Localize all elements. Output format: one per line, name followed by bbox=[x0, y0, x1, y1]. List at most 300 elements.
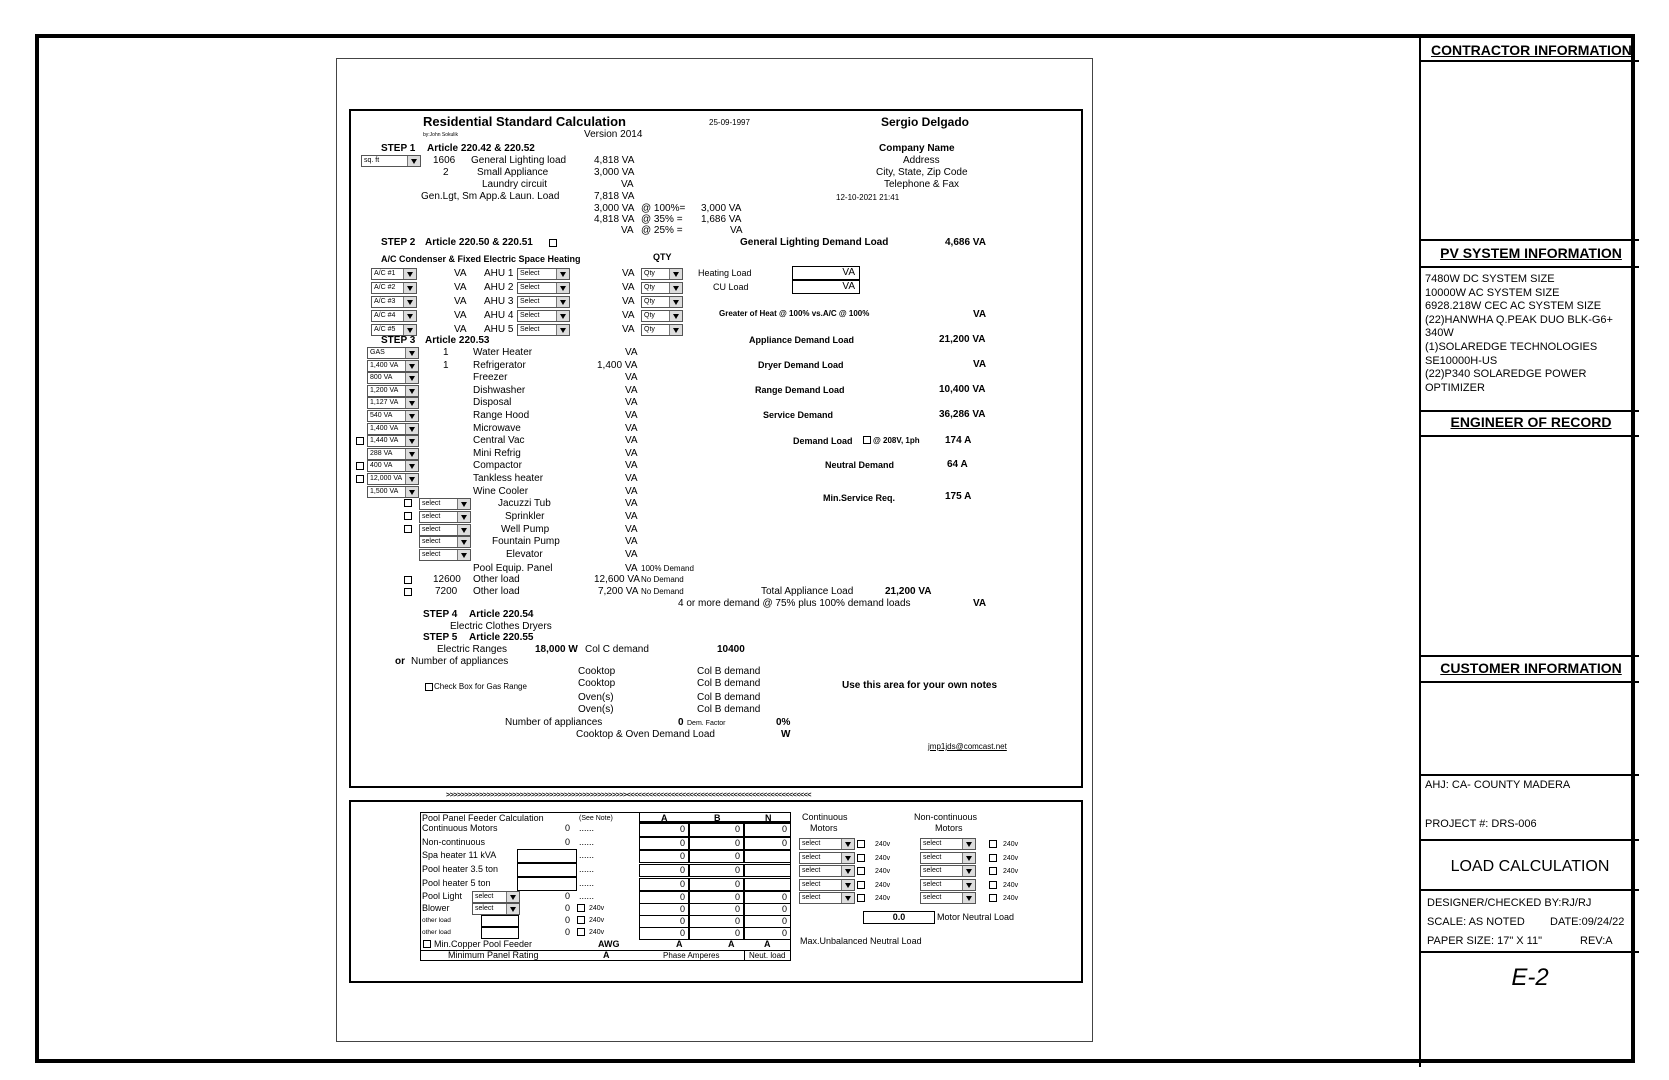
cont-motor-voltage: 240v bbox=[875, 881, 891, 889]
ahu-select[interactable]: Select bbox=[517, 310, 570, 322]
appliance-label: Compactor bbox=[473, 460, 522, 472]
total-appliance-value: 21,200 VA bbox=[885, 586, 932, 597]
noncont-motor-checkbox[interactable] bbox=[989, 867, 997, 875]
phase-amperes-label: Phase Amperes bbox=[663, 951, 720, 960]
awg-label: AWG bbox=[598, 939, 620, 949]
appliance-select[interactable]: 1,400 VA bbox=[367, 423, 419, 435]
pool-light-select[interactable]: select bbox=[472, 891, 520, 903]
pool-row-value: 0 bbox=[565, 837, 571, 847]
other-load-2-checkbox[interactable] bbox=[404, 588, 412, 596]
s1-va: VA bbox=[621, 179, 634, 190]
s1-va: 7,818 VA bbox=[594, 191, 635, 202]
min-copper-label: Min.Copper Pool Feeder bbox=[434, 939, 533, 949]
optional-load-checkbox[interactable] bbox=[404, 499, 412, 507]
pv-info-line: (1)SOLAREDGE TECHNOLOGIES bbox=[1425, 341, 1598, 353]
optional-load-checkbox[interactable] bbox=[404, 512, 412, 520]
ac-select[interactable]: A/C #5 bbox=[371, 324, 417, 336]
appliance-select[interactable]: GAS bbox=[367, 347, 419, 359]
appliance-label: Microwave bbox=[473, 422, 521, 434]
pool-row-label: Continuous Motors bbox=[422, 823, 498, 833]
optional-load-label: Well Pump bbox=[501, 523, 550, 535]
appliance-va: VA bbox=[625, 397, 638, 409]
pool-row-label: other load bbox=[422, 929, 451, 936]
s1-demand-pct: @ 100%= bbox=[641, 203, 686, 214]
pool-240v-checkbox[interactable] bbox=[577, 928, 585, 936]
step3-article: Article 220.53 bbox=[425, 335, 490, 346]
pool-equip-label: Pool Equip. Panel bbox=[473, 563, 553, 574]
total-appliance-label: Total Appliance Load bbox=[761, 586, 854, 597]
pool-cell-a: 0 bbox=[639, 903, 689, 916]
pv-info-line: 10000W AC SYSTEM SIZE bbox=[1425, 286, 1560, 299]
ahu-va: VA bbox=[622, 282, 635, 293]
pool-row-value: 0 bbox=[565, 903, 571, 913]
electric-ranges-value: 18,000 W bbox=[535, 644, 578, 655]
cont-motor-select[interactable]: select bbox=[799, 852, 855, 864]
appliance-qty: 1 bbox=[443, 359, 449, 371]
noncont-motor-select[interactable]: select bbox=[920, 892, 976, 904]
four-more-label: 4 or more demand @ 75% plus 100% demand loads bbox=[678, 598, 911, 609]
tb-divider bbox=[1421, 410, 1639, 412]
pv-info-line: 6928.218W CEC AC SYSTEM SIZE bbox=[1425, 300, 1602, 313]
appliance-label: Water Heater bbox=[473, 347, 533, 358]
pool-header: Pool Panel Feeder Calculation bbox=[422, 813, 544, 823]
pool-row-dots: ...... bbox=[579, 850, 595, 860]
cont-motor-checkbox[interactable] bbox=[857, 854, 865, 862]
optional-load-va: VA bbox=[625, 510, 638, 522]
appliance-va: VA bbox=[625, 422, 638, 434]
noncont-motor-voltage: 240v bbox=[1003, 854, 1019, 862]
appliance-qty: 1 bbox=[443, 347, 449, 358]
step4-article: Article 220.54 bbox=[469, 609, 534, 620]
other-load-2-label: Other load bbox=[473, 586, 520, 597]
appliance-va: VA bbox=[625, 347, 638, 358]
revision: REV:A bbox=[1580, 935, 1613, 947]
noncont-motors-header-2: Motors bbox=[935, 823, 963, 833]
s1-demand-va: VA bbox=[621, 225, 634, 236]
s1-label: Gen.Lgt, Sm App.& Laun. Load bbox=[421, 191, 560, 202]
ac-select[interactable]: A/C #2 bbox=[371, 282, 417, 294]
num-appliances-2-value: 0 bbox=[678, 717, 684, 728]
s1-va: 3,000 VA bbox=[594, 167, 635, 178]
appliance-label: Mini Refrig bbox=[473, 447, 521, 459]
cook-label: Cooktop bbox=[578, 666, 616, 677]
s1-qty: 2 bbox=[443, 167, 449, 178]
pv-heading: PV SYSTEM INFORMATION bbox=[1440, 245, 1622, 261]
pool-cell-n: 0 bbox=[744, 927, 791, 940]
ac-va: VA bbox=[454, 310, 467, 321]
max-unbalanced-label: Max.Unbalanced Neutral Load bbox=[800, 936, 922, 946]
other-load-2-note: No Demand bbox=[641, 587, 684, 596]
other-load-1-checkbox[interactable] bbox=[404, 576, 412, 584]
cont-motor-checkbox[interactable] bbox=[857, 867, 865, 875]
arrow-divider: >>>>>>>>>>>>>>>>>>>>>>>>>>>>>>>>>>>>>>>>>>>>>>>>><<<<<<<<<<<<<<<<<<<<<<<<<<<<<<<<<<<<<<<<<<<<<<<<<< bbox=[446, 792, 812, 799]
pool-row-label: Spa heater 11 kVA bbox=[422, 850, 497, 860]
tb-divider bbox=[1421, 239, 1639, 241]
noncont-motor-voltage: 240v bbox=[1003, 881, 1019, 889]
appliance-va: VA bbox=[625, 372, 638, 384]
spa-heater-input[interactable] bbox=[517, 849, 577, 863]
pool-cell-b: 0 bbox=[689, 837, 744, 850]
cont-motor-voltage: 240v bbox=[875, 868, 891, 875]
qty-select[interactable]: Qty bbox=[641, 268, 683, 280]
optional-load-va: VA bbox=[625, 498, 638, 509]
electric-ranges-label: Electric Ranges bbox=[437, 644, 508, 655]
min-service-value: 175 A bbox=[945, 491, 972, 502]
noncont-motors-header: Non-continuous bbox=[914, 812, 978, 822]
greater-value: VA bbox=[973, 309, 987, 320]
company-city: City, State, Zip Code bbox=[876, 167, 968, 178]
appliance-select[interactable]: 1,400 VA bbox=[367, 360, 419, 372]
pool-cell-b: 0 bbox=[689, 878, 744, 891]
demand-208v-checkbox[interactable] bbox=[863, 436, 871, 444]
pool-cell-a: 0 bbox=[639, 823, 689, 837]
appliance-label: Tankless heater bbox=[473, 473, 544, 484]
tb-divider bbox=[1421, 774, 1639, 776]
sheet-number: E-2 bbox=[1511, 964, 1549, 991]
appliance-select[interactable]: 288 VA bbox=[367, 448, 419, 460]
s1-demand-result: 1,686 VA bbox=[701, 214, 742, 225]
ahu-va: VA bbox=[622, 324, 635, 335]
company-address: Address bbox=[903, 155, 940, 166]
scale: SCALE: AS NOTED bbox=[1427, 916, 1525, 928]
optional-load-label: Elevator bbox=[506, 549, 543, 561]
noncont-motor-checkbox[interactable] bbox=[989, 840, 997, 848]
pool-row-dots: 240v bbox=[589, 905, 605, 912]
demand-value: 36,286 VA bbox=[939, 409, 986, 420]
demand-load-label: Demand Load bbox=[793, 436, 853, 446]
demand-label: Range Demand Load bbox=[755, 385, 845, 395]
company-name: Company Name bbox=[879, 143, 955, 154]
ahu-select[interactable]: Select bbox=[517, 282, 570, 294]
pool-cell-a: 0 bbox=[639, 915, 689, 928]
cook-label: Cooktop bbox=[578, 678, 616, 689]
pool-cell-b: 0 bbox=[689, 850, 744, 863]
s1-label: Laundry circuit bbox=[482, 179, 548, 190]
cont-motor-checkbox[interactable] bbox=[857, 894, 865, 902]
pool-row-value: 0 bbox=[565, 927, 571, 937]
dem-factor-label: Dem. Factor bbox=[687, 720, 726, 727]
s1-demand-result: VA bbox=[730, 225, 743, 236]
sheet-title: LOAD CALCULATION bbox=[1450, 858, 1610, 875]
notes-label: Use this area for your own notes bbox=[842, 680, 998, 691]
col-a-header: A bbox=[661, 813, 668, 823]
cont-motor-checkbox[interactable] bbox=[857, 881, 865, 889]
other-load-b-input[interactable] bbox=[481, 927, 519, 939]
optional-load-select[interactable]: select bbox=[419, 536, 471, 548]
ac-select[interactable]: A/C #3 bbox=[371, 296, 417, 308]
calc-sheet bbox=[336, 58, 1093, 1042]
paper-size: PAPER SIZE: 17" X 11" bbox=[1427, 935, 1543, 947]
appliance-label: Disposal bbox=[473, 397, 512, 409]
appliance-label: Dishwasher bbox=[473, 384, 526, 396]
tb-divider bbox=[1421, 655, 1639, 657]
pool-row-dots: ...... bbox=[579, 823, 595, 833]
calc-version: Version 2014 bbox=[584, 129, 643, 140]
appliance-va: VA bbox=[625, 473, 638, 484]
cook-col: Col B demand bbox=[697, 678, 761, 689]
pool-row-dots: 240v bbox=[589, 929, 605, 936]
general-demand-label: General Lighting Demand Load bbox=[740, 237, 889, 248]
s1-qty: 1606 bbox=[433, 155, 456, 166]
qty-select[interactable]: Qty bbox=[641, 324, 683, 336]
appliance-va: VA bbox=[625, 384, 638, 396]
heating-load-label: Heating Load bbox=[698, 268, 752, 278]
unit-select[interactable]: sq. ft bbox=[361, 155, 421, 167]
pool-240v-checkbox[interactable] bbox=[577, 904, 585, 912]
step2-label: STEP 2 bbox=[381, 237, 416, 248]
step4-label: STEP 4 bbox=[423, 609, 458, 620]
email-link[interactable]: jmp1jds@comcast.net bbox=[928, 742, 1007, 751]
heating-load-value: VA bbox=[792, 266, 860, 280]
s1-demand-va: 4,818 VA bbox=[594, 214, 635, 225]
pool-heater-35-input[interactable] bbox=[517, 863, 577, 877]
ahu-select[interactable]: Select bbox=[517, 296, 570, 308]
optional-load-va: VA bbox=[625, 536, 638, 548]
appliance-checkbox[interactable] bbox=[356, 462, 364, 470]
ac-va: VA bbox=[454, 296, 467, 307]
optional-load-select[interactable]: select bbox=[419, 498, 471, 510]
tb-divider bbox=[1421, 435, 1639, 437]
col-c-value: 10400 bbox=[717, 644, 745, 655]
optional-load-label: Sprinkler bbox=[505, 510, 545, 522]
contractor-heading: CONTRACTOR INFORMATION bbox=[1431, 42, 1632, 58]
demand-label: Service Demand bbox=[763, 410, 834, 420]
title-block bbox=[1419, 38, 1639, 1067]
noncont-motor-select[interactable]: select bbox=[920, 865, 976, 877]
pool-header-row bbox=[639, 812, 791, 823]
optional-load-va: VA bbox=[625, 549, 638, 561]
noncont-motor-select[interactable]: select bbox=[920, 838, 976, 850]
optional-load-select[interactable]: select bbox=[419, 549, 471, 561]
cont-motor-voltage: 240v bbox=[875, 895, 891, 902]
dem-factor-value: 0% bbox=[776, 717, 791, 728]
qty-select[interactable]: Qty bbox=[641, 310, 683, 322]
col-c-label: Col C demand bbox=[585, 644, 649, 655]
gas-range-checkbox[interactable] bbox=[425, 683, 433, 691]
calc-title: Residential Standard Calculation bbox=[423, 114, 626, 129]
pool-row-dots: ...... bbox=[579, 878, 595, 888]
noncont-motor-checkbox[interactable] bbox=[989, 881, 997, 889]
ahu-va: VA bbox=[622, 296, 635, 307]
pool-equip-note: 100% Demand bbox=[641, 564, 694, 573]
appliance-select[interactable]: 1,200 VA bbox=[367, 385, 419, 397]
cook-oven-label: Cooktop & Oven Demand Load bbox=[576, 729, 715, 740]
calc-timestamp: 12-10-2021 21:41 bbox=[836, 193, 900, 202]
pool-row-dots: ...... bbox=[579, 891, 595, 901]
optional-load-va: VA bbox=[625, 523, 638, 535]
ahu-label: AHU 5 bbox=[484, 324, 514, 335]
qty-header: QTY bbox=[653, 252, 672, 262]
num-appliances-2-label: Number of appliances bbox=[505, 717, 603, 728]
optional-load-select[interactable]: select bbox=[419, 524, 471, 536]
step2-checkbox[interactable] bbox=[549, 239, 557, 247]
pool-row-value: 0 bbox=[565, 915, 571, 925]
noncont-motor-select[interactable]: select bbox=[920, 852, 976, 864]
demand-label: Appliance Demand Load bbox=[749, 335, 855, 345]
step5-label: STEP 5 bbox=[423, 632, 458, 643]
motor-neutral-value: 0.0 bbox=[863, 911, 935, 924]
cont-motor-voltage: 240v bbox=[875, 841, 891, 848]
cook-label: Oven(s) bbox=[578, 704, 614, 715]
cook-label: Oven(s) bbox=[578, 692, 614, 703]
pool-cell-n: 0 bbox=[744, 903, 791, 916]
appliance-select[interactable]: 12,000 VA bbox=[367, 473, 419, 485]
customer-name: Sergio Delgado bbox=[881, 115, 970, 129]
ahu-select[interactable]: Select bbox=[517, 268, 570, 280]
appliance-label: Freezer bbox=[473, 372, 508, 384]
ahu-label: AHU 3 bbox=[484, 296, 514, 307]
step1-article: Article 220.42 & 220.52 bbox=[427, 143, 535, 154]
other-load-2-va: 7,200 VA bbox=[598, 586, 639, 597]
pool-cell-n: 0 bbox=[744, 915, 791, 928]
company-phone: Telephone & Fax bbox=[884, 179, 960, 190]
s1-va: 4,818 VA bbox=[594, 155, 635, 166]
pool-row-label: Pool heater 5 ton bbox=[422, 878, 491, 888]
pv-info-line: OPTIMIZER bbox=[1425, 381, 1485, 394]
s1-demand-va: 3,000 VA bbox=[594, 203, 635, 214]
min-copper-checkbox[interactable] bbox=[423, 940, 431, 948]
s1-label: General Lighting load bbox=[471, 155, 567, 166]
min-service-label: Min.Service Req. bbox=[823, 493, 896, 503]
optional-load-checkbox[interactable] bbox=[404, 525, 412, 533]
date: DATE:09/24/22 bbox=[1550, 916, 1625, 928]
see-note: (See Note) bbox=[579, 815, 613, 822]
pv-info-line: 340W bbox=[1425, 327, 1454, 340]
pool-row-label: Pool heater 3.5 ton bbox=[422, 864, 499, 874]
pool-cell-b: 0 bbox=[689, 891, 744, 904]
noncont-motor-voltage: 240v bbox=[1003, 868, 1019, 875]
pool-cell-a: 0 bbox=[639, 850, 689, 863]
optional-load-label: Jacuzzi Tub bbox=[498, 498, 551, 509]
appliance-label: Wine Cooler bbox=[473, 485, 529, 497]
pool-cell-n: 0 bbox=[744, 891, 791, 904]
residential-calc-panel bbox=[349, 109, 1083, 788]
pool-cell-n: 0 bbox=[744, 823, 791, 837]
other-load-a-input[interactable] bbox=[481, 915, 519, 927]
pv-info-line: (22)HANWHA Q.PEAK DUO BLK-G6+ bbox=[1425, 313, 1613, 326]
cont-motors-header-2: Motors bbox=[810, 823, 838, 833]
ac-va: VA bbox=[454, 268, 467, 279]
general-demand-value: 4,686 VA bbox=[945, 237, 986, 248]
demand-value: 10,400 VA bbox=[939, 384, 986, 395]
neutral-amps: A bbox=[764, 939, 771, 949]
ac-header: A/C Condenser & Fixed Electric Space Heating bbox=[381, 254, 581, 264]
appliance-checkbox[interactable] bbox=[356, 475, 364, 483]
appliance-va: VA bbox=[625, 410, 638, 421]
cont-motor-select[interactable]: select bbox=[799, 865, 855, 877]
cu-load-value: VA bbox=[792, 280, 860, 294]
s1-demand-result: 3,000 VA bbox=[701, 203, 742, 214]
col-n-header: N bbox=[765, 813, 772, 823]
pool-240v-checkbox[interactable] bbox=[577, 916, 585, 924]
blower-select[interactable]: select bbox=[472, 903, 520, 915]
ahj: AHJ: CA- COUNTY MADERA bbox=[1425, 779, 1571, 791]
cont-motor-select[interactable]: select bbox=[799, 838, 855, 850]
other-load-1-note: No Demand bbox=[641, 575, 684, 584]
appliance-select[interactable]: 1,127 VA bbox=[367, 397, 419, 409]
s1-demand-pct: @ 35% = bbox=[641, 214, 683, 225]
other-load-1-label: Other load bbox=[473, 574, 520, 585]
step2-article: Article 220.50 & 220.51 bbox=[425, 237, 533, 248]
ahu-va: VA bbox=[622, 268, 635, 279]
pool-row-value: 0 bbox=[565, 891, 571, 901]
appliance-select[interactable]: 1,500 VA bbox=[367, 486, 419, 498]
footer-divider bbox=[744, 950, 745, 961]
cook-col: Col B demand bbox=[697, 666, 761, 677]
or-label: or bbox=[395, 656, 405, 667]
appliance-select[interactable]: 800 VA bbox=[367, 372, 419, 384]
pool-panel-calc bbox=[349, 800, 1083, 983]
cont-motor-select[interactable]: select bbox=[799, 892, 855, 904]
pool-cell-b: 0 bbox=[689, 927, 744, 940]
engineer-heading: ENGINEER OF RECORD bbox=[1450, 414, 1612, 430]
demand-value: 21,200 VA bbox=[939, 334, 986, 345]
cook-oven-unit: W bbox=[781, 729, 791, 740]
noncont-motor-checkbox[interactable] bbox=[989, 854, 997, 862]
neutral-demand-value: 64 A bbox=[947, 459, 968, 470]
tb-divider bbox=[1421, 951, 1639, 953]
ahu-select[interactable]: Select bbox=[517, 324, 570, 336]
appliance-select[interactable]: 400 VA bbox=[367, 460, 419, 472]
pool-cell-a: 0 bbox=[639, 927, 689, 940]
pool-row-dots: ...... bbox=[579, 837, 595, 847]
pool-heater-5-input[interactable] bbox=[517, 877, 577, 891]
ahu-label: AHU 4 bbox=[484, 310, 514, 321]
pool-cell-n bbox=[744, 864, 791, 877]
gas-range-label: Check Box for Gas Range bbox=[434, 682, 527, 691]
s1-label: Small Appliance bbox=[477, 167, 549, 178]
pool-cell-a: 0 bbox=[639, 837, 689, 850]
qty-select[interactable]: Qty bbox=[641, 282, 683, 294]
neut-load-label: Neut. load bbox=[749, 951, 786, 960]
cont-motor-checkbox[interactable] bbox=[857, 840, 865, 848]
pool-equip-va: VA bbox=[625, 563, 638, 574]
calc-date: 25-09-1997 bbox=[709, 118, 750, 127]
noncont-motor-select[interactable]: select bbox=[920, 879, 976, 891]
phase-a-amps: A bbox=[676, 939, 683, 949]
step4-sub: Electric Clothes Dryers bbox=[450, 621, 552, 632]
cu-load-label: CU Load bbox=[713, 282, 749, 292]
cont-motor-select[interactable]: select bbox=[799, 879, 855, 891]
pool-row-dots: 240v bbox=[589, 917, 605, 924]
appliance-label: Refrigerator bbox=[473, 359, 526, 371]
col-b-header: B bbox=[714, 813, 721, 823]
pool-cell-n bbox=[744, 850, 791, 863]
appliance-select[interactable]: 540 VA bbox=[367, 410, 419, 422]
appliance-select[interactable]: 1,440 VA bbox=[367, 435, 419, 447]
four-more-va: VA bbox=[973, 598, 987, 609]
step5-article: Article 220.55 bbox=[469, 632, 534, 643]
pool-cell-b: 0 bbox=[689, 915, 744, 928]
pool-row-label: Blower bbox=[422, 903, 450, 913]
qty-select[interactable]: Qty bbox=[641, 296, 683, 308]
cook-col: Col B demand bbox=[697, 704, 761, 715]
optional-load-select[interactable]: select bbox=[419, 511, 471, 523]
noncont-motor-checkbox[interactable] bbox=[989, 894, 997, 902]
ac-select[interactable]: A/C #1 bbox=[371, 268, 417, 280]
appliance-va: 1,400 VA bbox=[597, 359, 638, 371]
appliance-checkbox[interactable] bbox=[356, 437, 364, 445]
tb-divider bbox=[1421, 889, 1639, 891]
other-load-2-qty: 7200 bbox=[435, 586, 458, 597]
demand-label: Dryer Demand Load bbox=[758, 360, 844, 370]
ac-select[interactable]: A/C #4 bbox=[371, 310, 417, 322]
appliance-label: Range Hood bbox=[473, 410, 530, 421]
s1-demand-pct: @ 25% = bbox=[641, 225, 683, 236]
ahu-label: AHU 1 bbox=[484, 268, 514, 279]
pv-info-line: 7480W DC SYSTEM SIZE bbox=[1425, 273, 1555, 285]
tb-divider bbox=[1421, 60, 1639, 62]
